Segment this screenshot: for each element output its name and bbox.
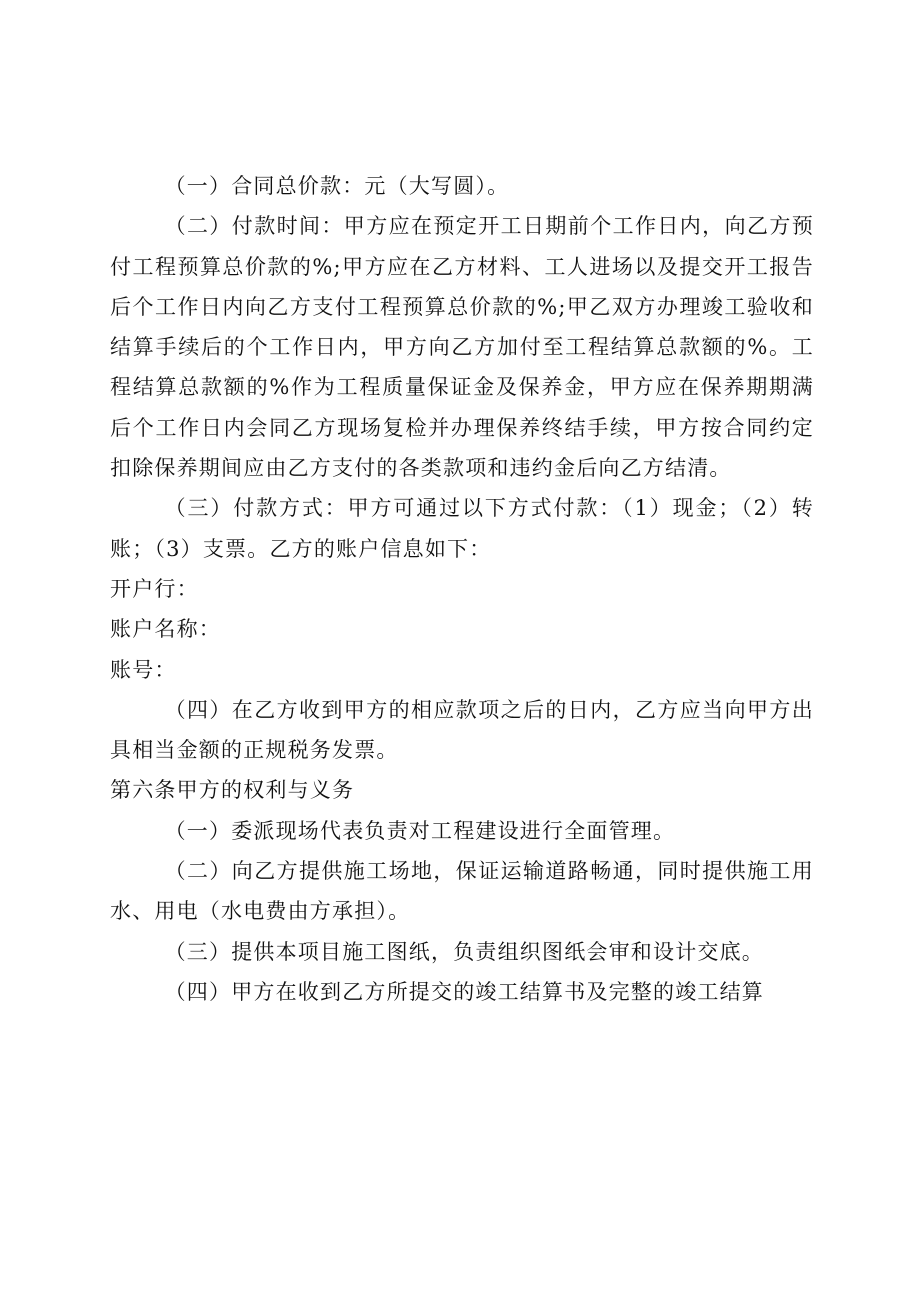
- paragraph-payment-method: （三）付款方式：甲方可通过以下方式付款：（1）现金；（2）转账；（3）支票。乙方的账户信息如下：: [110, 496, 814, 561]
- paragraph-representative: （一）委派现场代表负责对工程建设进行全面管理。: [164, 818, 676, 843]
- paragraph-payment-time: （二）付款时间：甲方应在预定开工日期前个工作日内，向乙方预付工程预算总价款的%;甲方应在乙方材料、工人进场以及提交开工报告后个工作日内向乙方支付工程预算总价款的%;甲乙双方办理竣工验收和结算手续后的个工作日内，甲方向乙方加付至工程结算总款额的%。工程结算总款额的%作为工程质量保证金及保养金，甲方应在保养期期满后个工作日内会同乙方现场复检并办理保养终结手续，甲方按合同约定扣除保养期间应由乙方支付的各类款项和违约金后向乙方结清。: [110, 214, 814, 481]
- paragraph-drawings: （三）提供本项目施工图纸，负责组织图纸会审和设计交底。: [164, 939, 764, 964]
- document-body: [110, 166, 814, 1012]
- field-account-name: 账户名称：: [110, 617, 221, 642]
- field-bank: 开户行：: [110, 576, 199, 601]
- section-heading-party-a: 第六条甲方的权利与义务: [110, 778, 355, 803]
- paragraph-settlement: （四）甲方在收到乙方所提交的竣工结算书及完整的竣工结算: [164, 979, 764, 1004]
- paragraph-site: （二）向乙方提供施工场地，保证运输道路畅通，同时提供施工用水、用电（水电费由方承担）。: [110, 859, 814, 924]
- paragraph-invoice: （四）在乙方收到甲方的相应款项之后的日内，乙方应当向甲方出具相当金额的正规税务发票。: [110, 697, 814, 763]
- paragraph-total-price: （一）合同总价款：元（大写圆）。: [164, 174, 510, 198]
- field-account-number: 账号：: [110, 657, 177, 682]
